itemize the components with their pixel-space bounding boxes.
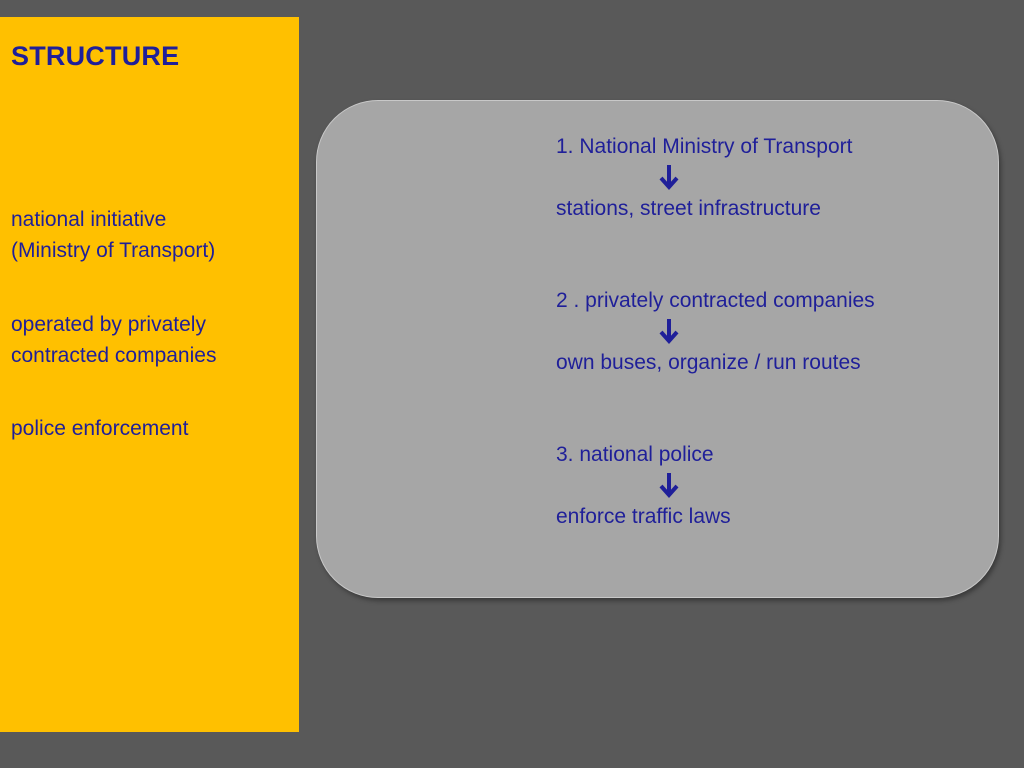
arrow-down-icon: [656, 162, 682, 194]
step-private-companies: [556, 286, 976, 378]
step-title: 1. National Ministry of Transport: [556, 135, 853, 158]
step-title: 3. national police: [556, 443, 714, 466]
sidebar-panel: [0, 17, 299, 732]
sidebar-item-national-initiative: national initiative (Ministry of Transport): [11, 208, 216, 262]
sidebar-item-operated-by: operated by privately contracted companies: [11, 313, 217, 367]
arrow-down-icon: [656, 470, 682, 502]
step-result: own buses, organize / run routes: [556, 351, 861, 374]
structure-panel: [316, 100, 999, 598]
step-national-police: [556, 440, 976, 532]
step-result: enforce traffic laws: [556, 505, 731, 528]
sidebar-item-police-enforcement: police enforcement: [11, 417, 189, 440]
step-result: stations, street infrastructure: [556, 197, 821, 220]
arrow-down-icon: [656, 316, 682, 348]
slide-title: STRUCTURE: [11, 41, 180, 71]
step-title: 2 . privately contracted companies: [556, 289, 875, 312]
step-ministry: [556, 132, 976, 224]
